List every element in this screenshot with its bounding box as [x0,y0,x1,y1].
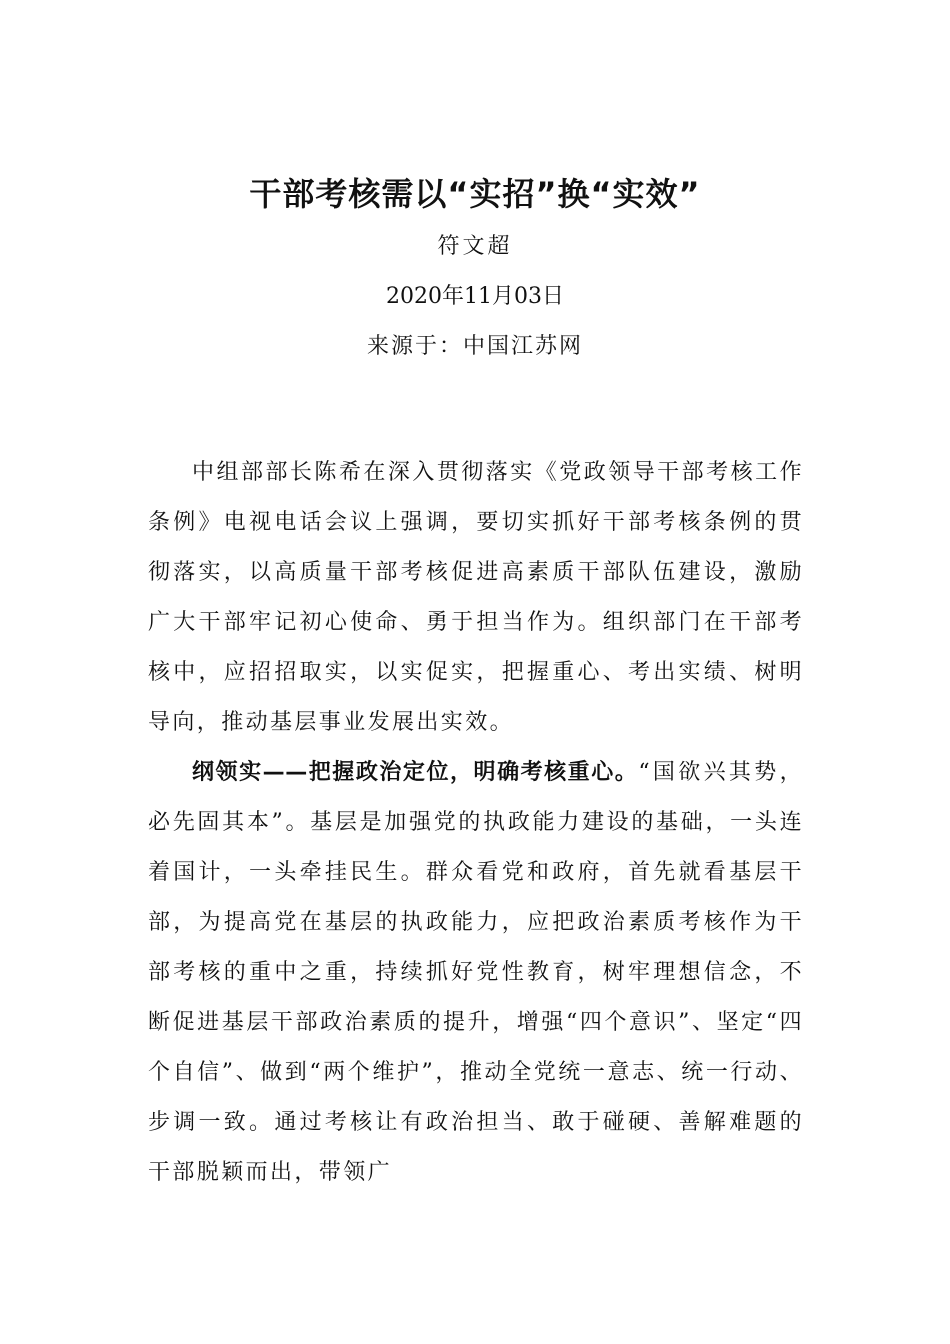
article-source: 来源于：中国江苏网 [366,334,583,359]
paragraph-2-lead: 纲领实——把握政治定位，明确考核重心。 [192,760,639,785]
article-date: 2020年11月03日 [386,284,564,309]
paragraph-1-text: 中组部部长陈希在深入贯彻落实《党政领导干部考核工作条例》电视电话会议上强调，要切实抓好干部考核条例的贯彻落实，以高质量干部考核促进高素质干部队伍建设，激励广大干部牢记初心使命、勇于担当作为。组织部门在干部考核中，应招招取实，以实促实，把握重心、考出实绩、树明导向，推动基层事业发展出实效。 [148,460,804,735]
paragraph-2-text: “国欲兴其势，必先固其本”。基层是加强党的执政能力建设的基础，一头连着国计，一头牵挂民生。群众看党和政府，首先就看基层干部，为提高党在基层的执政能力，应把政治素质考核作为干部考核的重中之重，持续抓好党性教育，树牢理想信念，不断促进基层干部政治素质的提升，增强“四个意识”、坚定“四个自信”、做到“两个维护”，推动全党统一意志、统一行动、步调一致。通过考核让有政治担当、敢于碰硬、善解难题的干部脱颖而出，带领广 [148,760,804,1185]
article-title: 干部考核需以“实招”换“实效” [249,175,701,213]
article-body [148,448,804,1198]
article-author: 符文超 [437,234,513,259]
body-paragraph-2 [148,748,804,1198]
body-paragraph-1 [148,448,804,748]
